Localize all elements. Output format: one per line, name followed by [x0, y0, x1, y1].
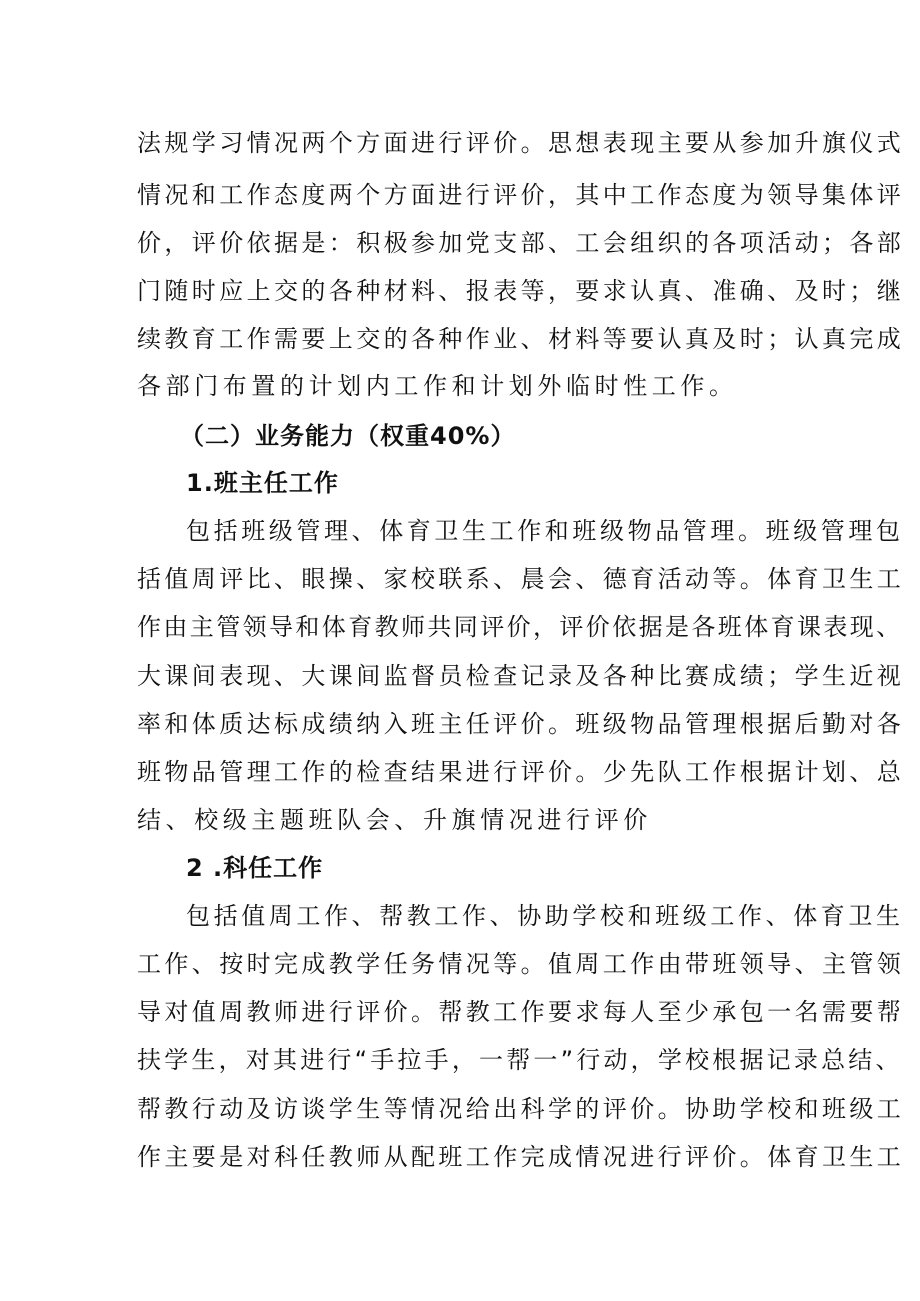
paragraph-line: 括值周评比、眼操、家校联系、晨会、德育活动等。体育卫生工: [137, 565, 905, 593]
paragraph-line: 帮教行动及访谈学生等情况给出科学的评价。协助学校和班级工: [137, 1095, 905, 1123]
paragraph-line: 情况和工作态度两个方面进行评价，其中工作态度为领导集体评: [137, 181, 905, 209]
paragraph-line: 率和体质达标成绩纳入班主任评价。班级物品管理根据后勤对各: [137, 710, 905, 738]
paragraph-line: 续教育工作需要上交的各种作业、材料等要认真及时；认真完成: [137, 325, 905, 353]
paragraph-line: 各部门布置的计划内工作和计划外临时性工作。: [137, 372, 738, 400]
paragraph-line: 门随时应上交的各种材料、报表等，要求认真、准确、及时；继: [137, 277, 905, 305]
paragraph-line: 结、校级主题班队会、升旗情况进行评价: [137, 806, 652, 834]
paragraph-line: 班物品管理工作的检查结果进行评价。少先队工作根据计划、总: [137, 758, 905, 786]
paragraph-line: 工作、按时完成教学任务情况等。值周工作由带班领导、主管领: [137, 950, 905, 978]
section-heading-business-ability: （二）业务能力（权重40%）: [180, 422, 516, 450]
paragraph-line: 大课间表现、大课间监督员检查记录及各种比赛成绩；学生近视: [137, 662, 905, 690]
paragraph-line: 扶学生，对其进行“手拉手，一帮一”行动，学校根据记录总结、: [137, 1046, 903, 1074]
paragraph-line: 导对值周教师进行评价。帮教工作要求每人至少承包一名需要帮: [137, 998, 905, 1026]
paragraph-line: 价，评价依据是：积极参加党支部、工会组织的各项活动；各部: [137, 229, 905, 257]
paragraph-line: 作主要是对科任教师从配班工作完成情况进行评价。体育卫生工: [137, 1143, 905, 1171]
paragraph-line: 法规学习情况两个方面进行评价。思想表现主要从参加升旗仪式: [137, 129, 905, 157]
paragraph-line: 包括值周工作、帮教工作、协助学校和班级工作、体育卫生: [186, 902, 904, 930]
subsection-heading-class-teacher: 1.班主任工作: [186, 469, 339, 497]
paragraph-line: 作由主管领导和体育教师共同评价，评价依据是各班体育课表现、: [137, 613, 903, 641]
paragraph-line: 包括班级管理、体育卫生工作和班级物品管理。班级管理包: [186, 517, 904, 545]
subsection-heading-subject-teacher: 2 .科任工作: [186, 854, 324, 882]
